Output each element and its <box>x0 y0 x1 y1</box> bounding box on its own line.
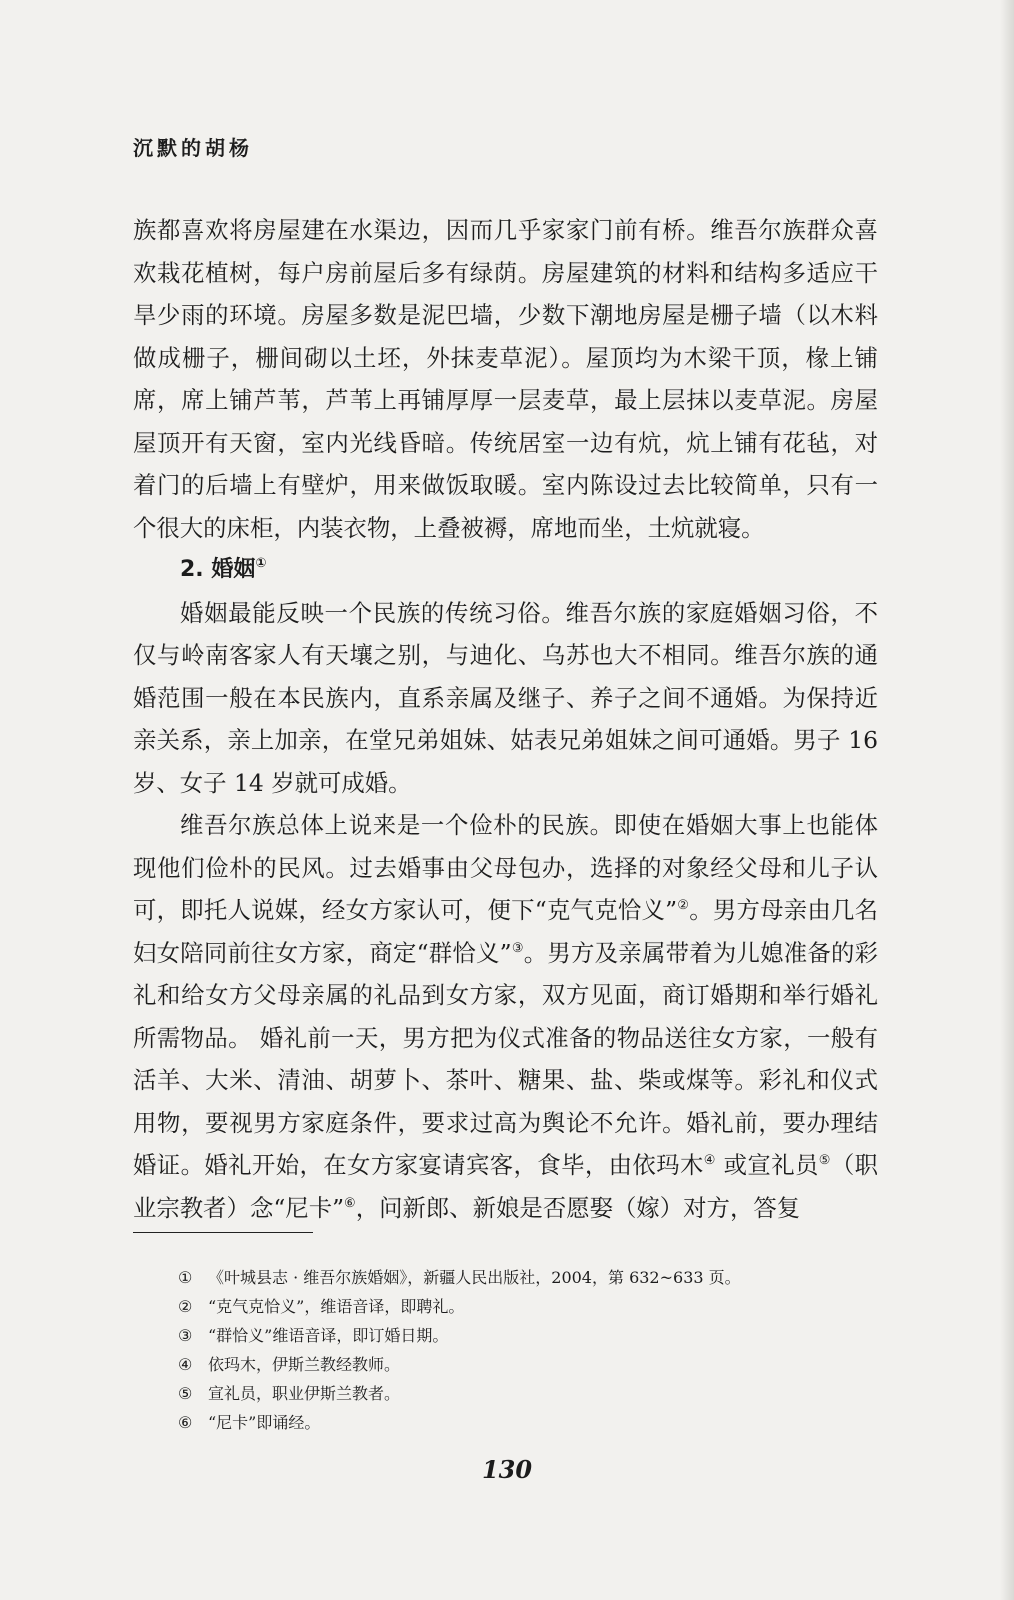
section-heading-text: 2. 婚姻 <box>180 557 256 582</box>
footnote-text: 《叶城县志 · 维吾尔族婚姻》，新疆人民出版社，2004，第 632~633 页。 <box>208 1268 741 1287</box>
footnote-3 <box>178 1321 741 1350</box>
footnote-mark: ⑤ <box>178 1384 193 1403</box>
footnote-text: “群恰义”维语音译，即订婚日期。 <box>208 1326 449 1345</box>
footnote-ref-5: ⑤ <box>818 1153 831 1168</box>
text-segment: 维吾尔族总体上说来是一个俭朴的民族。即使在婚姻大事上也能体现他们俭朴的民风。过去婚事由父母包办，选择的对象经父母和儿子认可，即托人说媒，经女方家认可，便下“克气克恰义” <box>133 811 878 924</box>
page-number: 130 <box>481 1455 533 1484</box>
footnote-ref-2: ② <box>677 898 690 913</box>
text-segment: 。男方母亲由几名妇女陪同前往女方家，商定“群恰义” <box>133 896 878 967</box>
text-segment: 或宣礼员 <box>715 1151 819 1179</box>
binding-shadow <box>1000 0 1014 1600</box>
footnote-mark: ⑥ <box>178 1413 193 1432</box>
paragraph-marriage-customs <box>133 804 878 1229</box>
text-segment: ，问新郎、新娘是否愿娶（嫁）对方，答复 <box>355 1193 801 1222</box>
paragraph-housing: 族都喜欢将房屋建在水渠边，因而几乎家家门前有桥。维吾尔族群众喜欢栽花植树，每户房前屋后多有绿荫。房屋建筑的材料和结构多适应干旱少雨的环境。房屋多数是泥巴墙，少数下潮地房屋是栅子墙（以木料做成栅子，栅间砌以土坯，外抹麦草泥）。屋顶均为木梁干顶，椽上铺席，席上铺芦苇，芦苇上再铺厚厚一层麦草，最上层抹以麦草泥。房屋屋顶开有天窗，室内光线昏暗。传统居室一边有炕，炕上铺有花毡，对着门的后墙上有壁炉，用来做饭取暖。室内陈设过去比较简单，只有一个很大的床柜，内装衣物，上叠被褥，席地而坐，土炕就寝。 <box>133 216 878 542</box>
footnote-text: 宣礼员，职业伊斯兰教者。 <box>208 1384 401 1403</box>
footnote-text: 依玛木，伊斯兰教经教师。 <box>208 1355 401 1374</box>
footnote-4 <box>178 1350 741 1379</box>
body-text <box>133 209 878 1229</box>
footnote-1 <box>178 1263 741 1292</box>
footnote-mark: ④ <box>178 1355 193 1374</box>
footnote-mark: ① <box>178 1268 193 1287</box>
footnote-ref-1: ① <box>255 556 267 571</box>
running-title: 沉默的胡杨 <box>133 136 253 160</box>
text-segment: 。男方及亲属带着为儿媳准备的彩礼和给女方父母亲属的礼品到女方家，双方见面，商订婚期和举行婚礼所需物品。 婚礼前一天，男方把为仪式准备的物品送往女方家，一般有活羊、大米、清油、胡萝卜、茶叶、糖果、盐、柴或煤等。彩礼和仪式用物，要视男方家庭条件，要求过高为舆论不允许。婚礼前，要办理结婚证。婚礼开始，在女方家宴请宾客，食毕，由依玛木 <box>133 938 879 1179</box>
footnote-2 <box>178 1292 741 1321</box>
footnote-ref-3: ③ <box>511 940 524 956</box>
paragraph-marriage-intro: 婚姻最能反映一个民族的传统习俗。维吾尔族的家庭婚姻习俗，不仅与岭南客家人有天壤之别，与迪化、乌苏也大不相同。维吾尔族的通婚范围一般在本民族内，直系亲属及继子、养子之间不通婚。为保持近亲关系，亲上加亲，在堂兄弟姐妹、姑表兄弟姐妹之间可通婚。男子 16 岁、女子 14 岁就可成婚。 <box>133 598 878 797</box>
footnote-text: “克气克恰义”，维语音译，即聘礼。 <box>208 1297 465 1316</box>
text-segment: （职业宗教者）念“尼卡” <box>133 1151 879 1222</box>
footnote-mark: ③ <box>178 1326 193 1345</box>
footnote-5 <box>178 1379 741 1408</box>
footnote-mark: ② <box>178 1297 193 1316</box>
section-heading-marriage <box>133 549 878 592</box>
footnote-ref-6: ⑥ <box>344 1195 356 1211</box>
footnote-text: “尼卡”即诵经。 <box>208 1413 321 1432</box>
footnote-6 <box>178 1408 741 1437</box>
footnote-divider <box>133 1232 313 1233</box>
footnote-ref-4: ④ <box>703 1153 716 1168</box>
footnotes <box>178 1263 741 1437</box>
